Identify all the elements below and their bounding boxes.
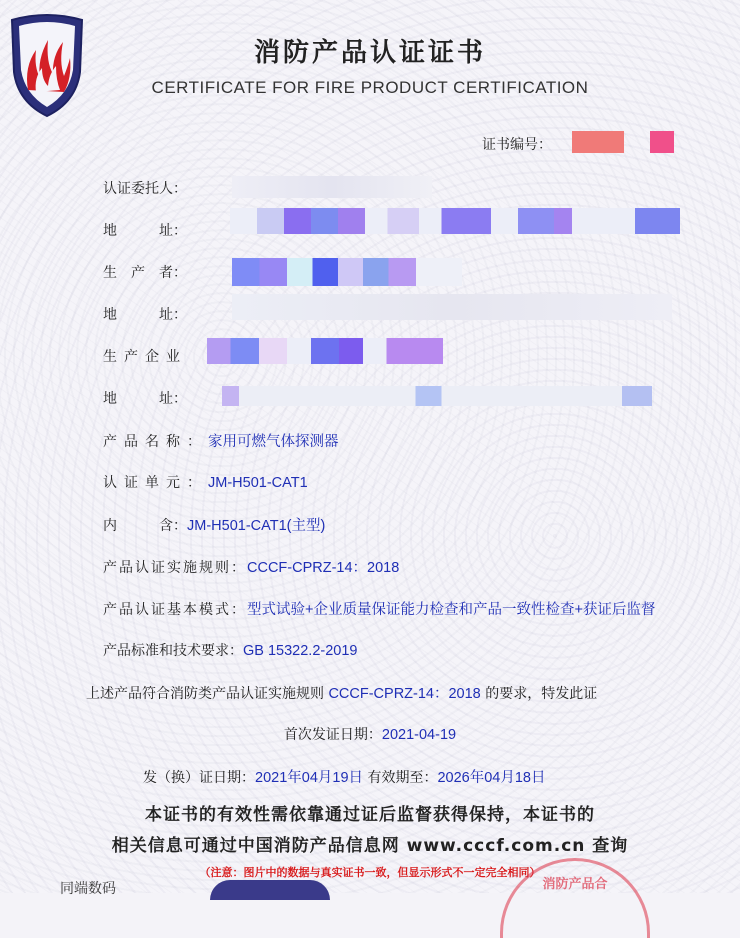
valid-until-value: 2026年04月18日 [437,770,546,786]
product-name-label: 产品名称： [103,434,208,450]
contains-value: JM-H501-CAT1(主型) [187,518,326,534]
redaction-block [230,208,680,234]
factory-address-label: 地 址： [103,391,187,407]
compliance-statement [86,682,597,703]
statement-rule: CCCF-CPRZ-14：2018 [328,686,481,702]
certificate-title-en: CERTIFICATE FOR FIRE PRODUCT CERTIFICATION [151,78,589,97]
cert-unit-value: JM-H501-CAT1 [208,475,308,491]
redaction-block [232,258,462,286]
certificate-title-cn: 消防产品认证证书 [253,38,486,68]
contains-label: 内 含： [103,518,187,534]
field-client-address [103,220,187,240]
redaction-block [222,386,652,406]
issue-validity [143,766,545,787]
redaction-block [232,176,432,198]
first-issue-value: 2021-04-19 [381,727,457,743]
validity-note-line-2: 相关信息可通过中国消防产品信息网 www.cccf.com.cn 查询 [111,836,629,856]
field-producer-address [103,304,187,324]
first-issue-label: 首次发证日期： [283,727,382,743]
field-standard [103,640,357,660]
first-issue-date [0,724,740,744]
field-implementation-rule [103,556,399,577]
client-label: 认证委托人： [103,181,187,197]
issue-date-label: 发（换）证日期： [143,770,255,786]
producer-label: 生 产 者： [103,265,187,281]
issue-date-value: 2021年04月19日 [255,770,364,786]
statement-prefix: 上述产品符合消防类产品认证实施规则 [86,686,329,702]
cert-mode-label: 产品认证基本模式： [103,602,247,618]
official-seal: 消防产品合 [500,858,650,938]
redaction-block [207,338,443,364]
standard-value: GB 15322.2-2019 [243,643,358,659]
standard-label: 产品标准和技术要求： [103,643,243,659]
factory-label: 生产企业 [103,349,187,365]
validity-note-line-1: 本证书的有效性需依靠通过证后监督获得保持，本证书的 [145,805,595,825]
field-cert-unit [103,472,308,492]
bottom-fragment-text: 同端数码 [60,881,116,897]
redaction-block [232,294,672,320]
cert-mode-value: 型式试验+企业质量保证能力检查和产品一致性检查+获证后监督 [247,602,656,618]
field-factory [103,346,187,366]
producer-address-label: 地 址： [103,307,187,323]
certificate-number-label: 证书编号： [482,137,552,153]
field-client [103,178,187,198]
redaction-block [572,131,624,153]
cert-unit-label: 认证单元： [103,475,208,491]
disclaimer-note: （注意：图片中的数据与真实证书一致，但显示形式不一定完全相同） [199,866,541,879]
field-product-name [103,430,339,451]
field-contains [103,514,325,535]
bottom-seal-fragment [210,880,330,900]
client-address-label: 地 址： [103,223,187,239]
valid-until-label: 有效期至： [363,770,438,786]
implementation-rule-label: 产品认证实施规则： [103,560,247,576]
field-producer [103,262,187,282]
redaction-block [650,131,674,153]
statement-suffix: 的要求，特发此证 [480,686,598,702]
product-name-value: 家用可燃气体探测器 [208,434,339,450]
field-factory-address [103,388,187,408]
implementation-rule-value: CCCF-CPRZ-14：2018 [247,560,400,576]
field-cert-mode [103,598,655,619]
